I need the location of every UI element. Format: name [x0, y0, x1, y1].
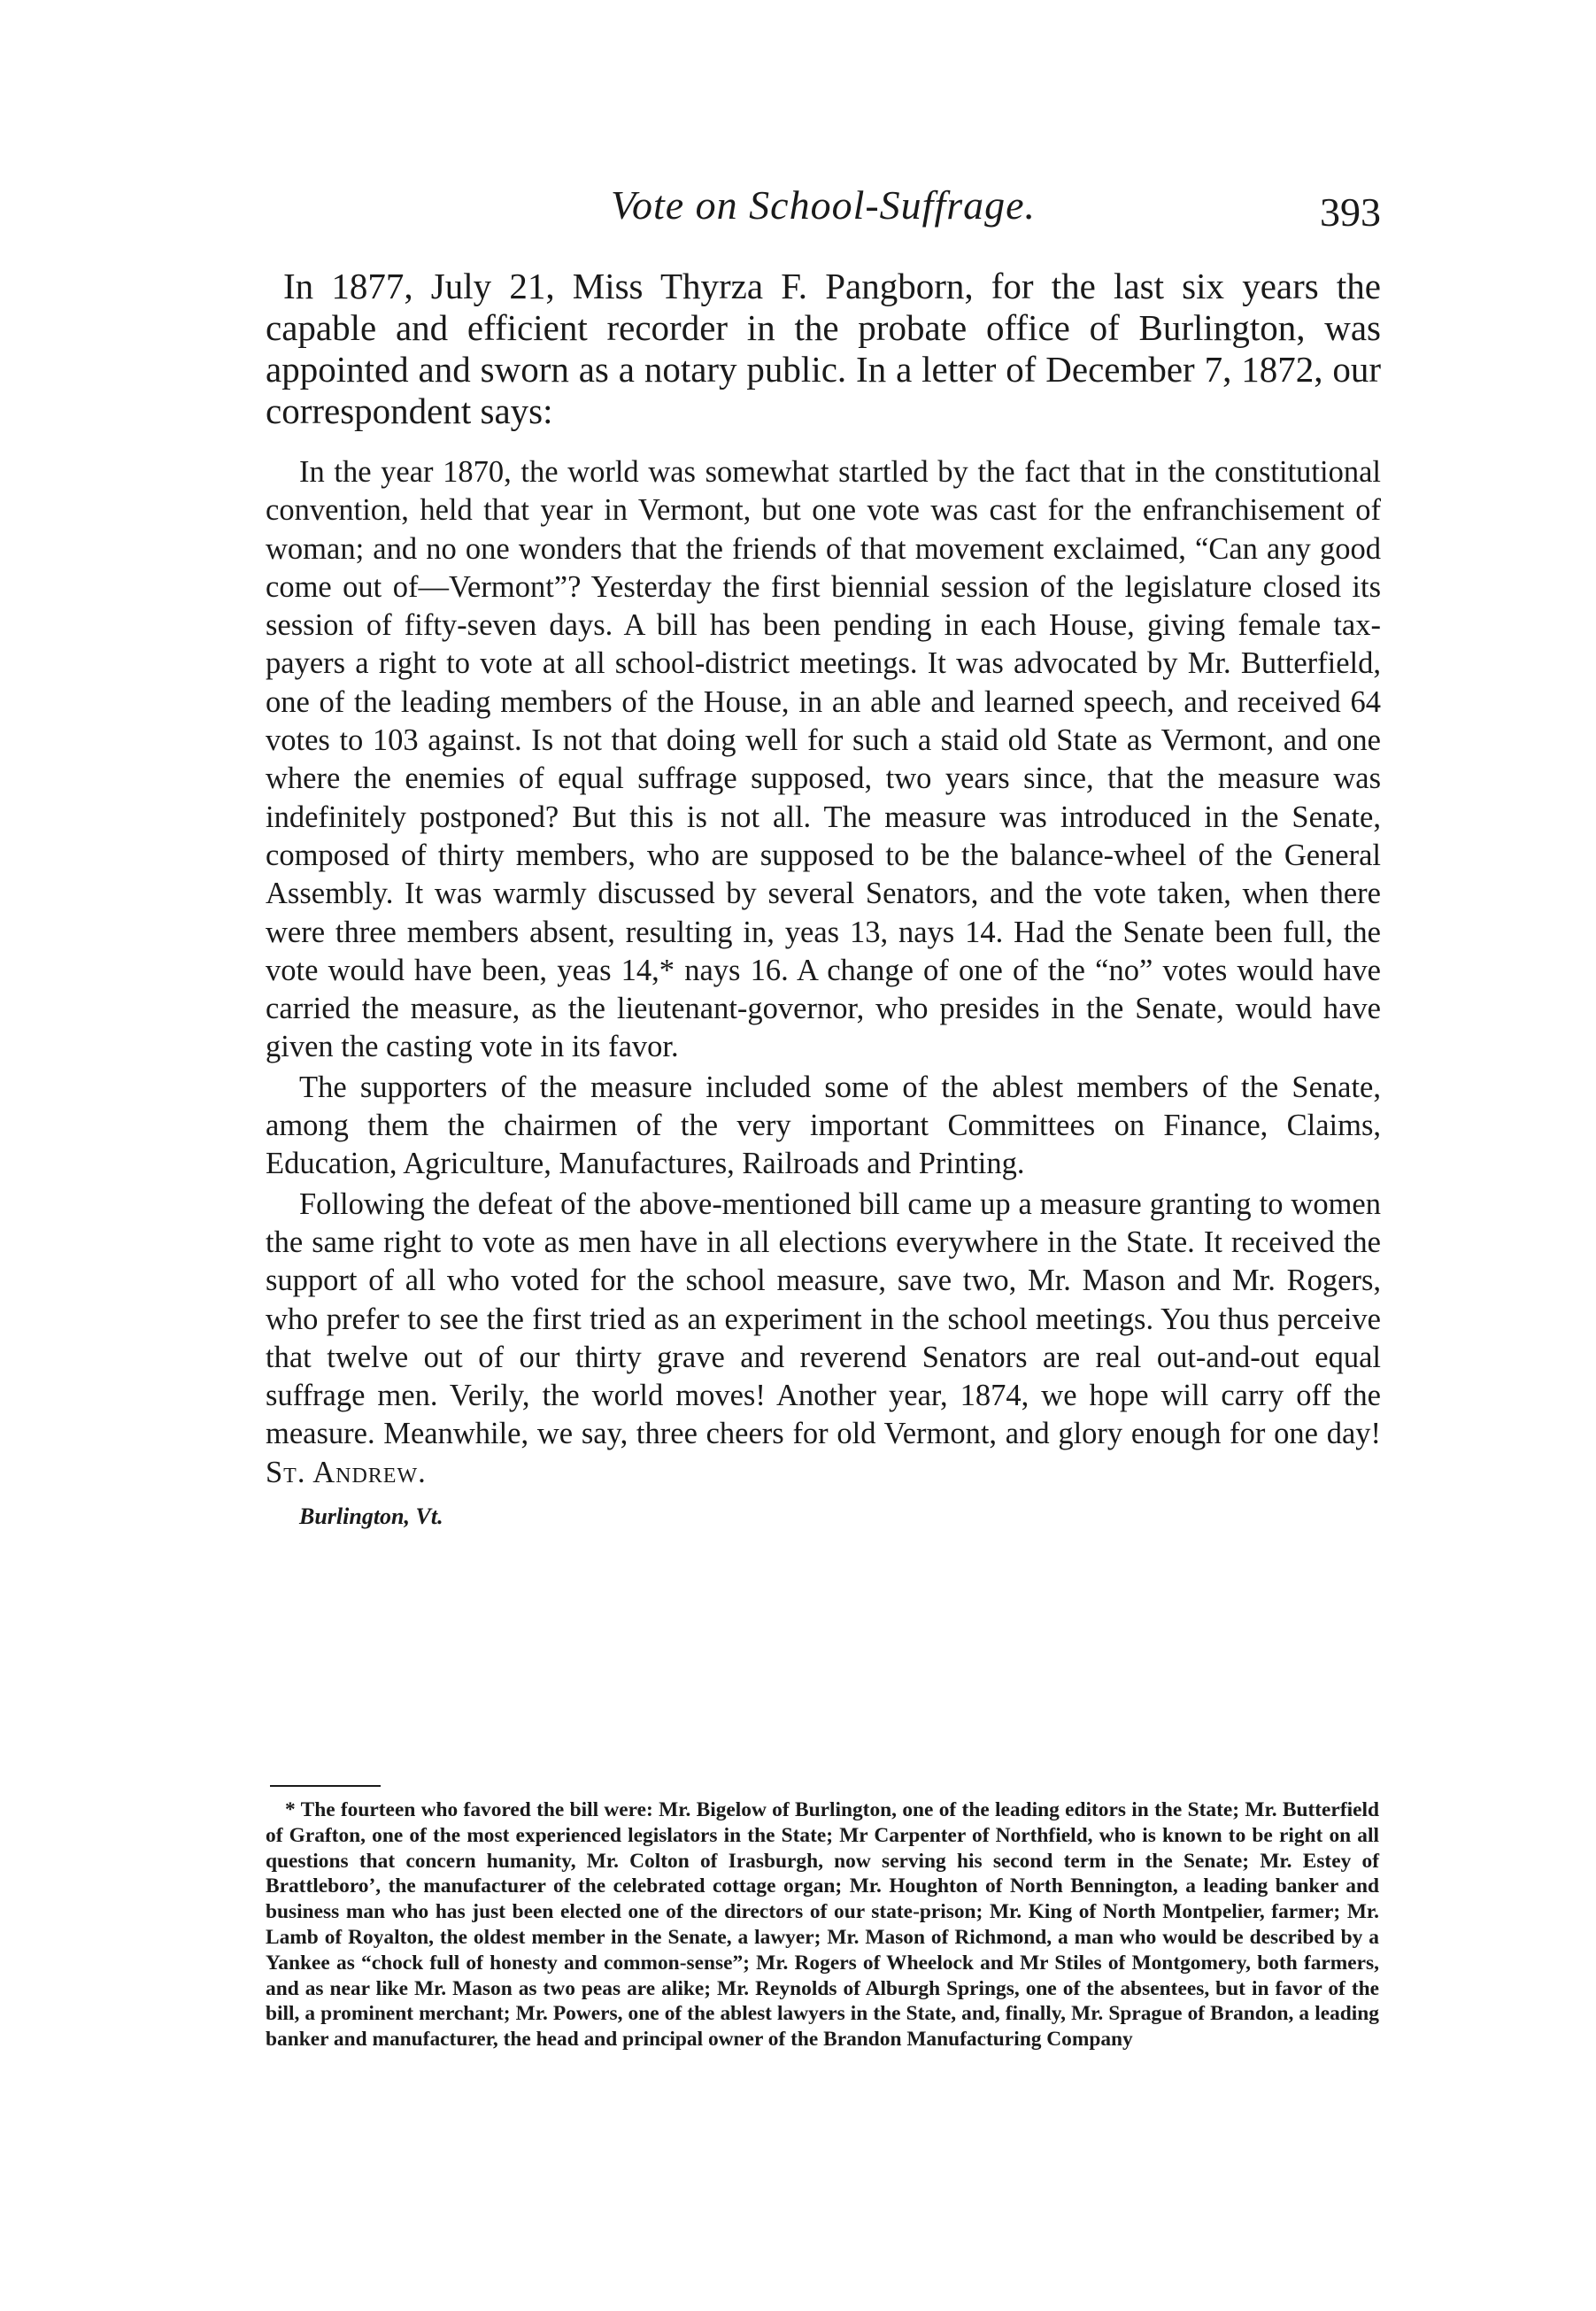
dateline: Burlington, Vt. [299, 1503, 443, 1530]
quoted-letter [266, 453, 1381, 1535]
footnote-rule [270, 1785, 381, 1787]
letter-paragraph-text: Following the defeat of the above-mentioned bill came up a measure granting to women the same right to vote as men have in all elections everywhere in the State. It received the support of all who voted for the school measure, save two, Mr. Mason and Mr. Rogers, who prefer to see the first tried as an experiment in the school meetings. You thus perceive that twelve out of our thirty grave and reverend Senators are real out-and-out equal suffrage men. Verily, the world moves! Another year, 1874, we hope will carry off the measure. Meanwhile, we say, three cheers for old Vermont, and glory enough for one day! [266, 1186, 1381, 1451]
footnote: * The fourteen who favored the bill were: Mr. Bigelow of Burlington, one of the leading editors in the State; Mr. Butterfield of Grafton, one of the most experienced legislators in the State; Mr Carpenter of Northfield, who is known to be right on all questions that concern humanity, Mr. Colton of Irasburgh, now serving his second term in the Senate; Mr. Estey of Brattleboro’, the manufacturer of the celebrated cottage organ; Mr. Houghton of North Bennington, a leading banker and business man who has just been elected one of the directors of our state-prison; Mr. King of North Montpelier, farmer; Mr. Lamb of Royalton, the oldest member in the Senate, a lawyer; Mr. Mason of Richmond, a man who would be described by a Yankee as “chock full of honesty and common-sense”; Mr. Rogers of Wheelock and Mr Stiles of Montgomery, both farmers, and as near like Mr. Mason as two peas are alike; Mr. Reynolds of Alburgh Springs, one of the absentees, but in favor of the bill, a prominent merchant; Mr. Powers, one of the ablest lawyers in the State, and, finally, Mr. Sprague of Brandon, a leading banker and manufacturer, the head and principal owner of the Brandon Manufacturing Company [266, 1798, 1379, 2052]
letter-paragraph-final [266, 1186, 1381, 1492]
letter-paragraph: In the year 1870, the world was somewhat startled by the fact that in the constitutional convention, held that year in Vermont, but one vote was cast for the enfranchisement of woman; and no one wonders that the friends of that movement exclaimed, “Can any good come out of—Vermont”? Yesterday the first biennial session of the legislature closed its session of fifty-seven days. A bill has been pending in each House, giving female tax-payers a right to vote at all school-district meetings. It was advocated by Mr. Butterfield, one of the leading members of the House, in an able and learned speech, and received 64 votes to 103 against. Is not that doing well for such a staid old State as Vermont, and one where the enemies of equal suffrage supposed, two years since, that the measure was indefinitely postponed? But this is not all. The measure was introduced in the Senate, composed of thirty members, who are supposed to be the balance-wheel of the General Assembly. It was warmly discussed by several Senators, and the vote taken, when there were three members absent, resulting in, yeas 13, nays 14. Had the Senate been full, the vote would have been, yeas 14,* nays 16. A change of one of the “no” votes would have carried the measure, as the lieutenant-governor, who presides in the Senate, would have given the casting vote in its favor. [266, 455, 1381, 1064]
page-number: 393 [1320, 189, 1381, 235]
signature: St. Andrew. [266, 1455, 427, 1489]
page-title: Vote on School-Suffrage. [610, 182, 1037, 228]
lead-paragraph: In 1877, July 21, Miss Thyrza F. Pangborn, for the last six years the capable and efficient recorder in the probate office of Burlington, was appointed and sworn as a notary public. In a letter of December 7, 1872, our correspondent says: [266, 266, 1381, 431]
running-head [266, 182, 1381, 243]
letter-paragraph: The supporters of the measure included some of the ablest members of the Senate, among them the chairmen of the very important Committees on Finance, Claims, Education, Agriculture, Manufactures, Railroads and Printing. [266, 1070, 1381, 1181]
